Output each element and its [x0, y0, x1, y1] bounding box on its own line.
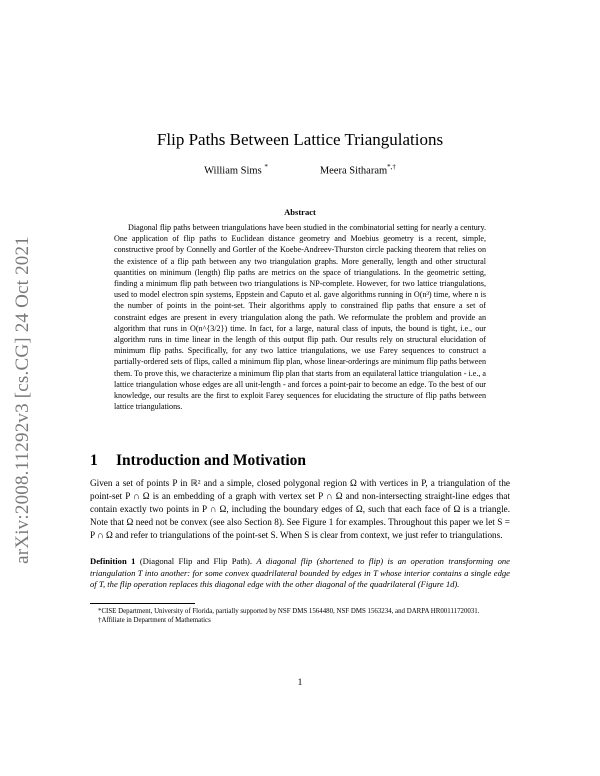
abstract-heading: Abstract: [284, 207, 316, 217]
definition-block: [90, 556, 510, 591]
arxiv-identifier-text: arXiv:2008.11292v3 [cs.CG] 24 Oct 2021: [12, 236, 33, 564]
definition-label: Definition 1: [90, 556, 136, 566]
author-affiliation-mark: *,†: [387, 163, 396, 171]
definition-name: (Diagonal Flip and Flip Path).: [139, 556, 253, 566]
definition-text: A diagonal flip (shortened to flip) is an operation transforming one triangulation T into another: for some convex quadrilateral bounded by edges in T whose interior contains a single edge of T, the flip operation replaces this diagonal edge with the other diagonal of the quadrilateral (Figure 1d).: [90, 556, 510, 590]
author-list: [90, 163, 510, 177]
author-name: William Sims: [204, 165, 262, 177]
footnote-divider: [90, 603, 195, 604]
arxiv-identifier-stamp: [6, 210, 40, 590]
author: [320, 163, 396, 177]
paper-title: Flip Paths Between Lattice Triangulations: [156, 130, 444, 149]
intro-paragraph: Given a set of points P in ℝ² and a simple, closed polygonal region Ω with vertices in P, a triangulation of the point-set P ∩ Ω is an embedding of a graph with vertex set P ∩ Ω and non-intersecting straight-line edges that contain exactly two points in P ∩ Ω, including the boundary edges of Ω, such that each face of Ω is a triangle. Note that Ω need not be convex (see also Section 8). See Figure 1 for examples. Throughout this paper we let S = P ∩ Ω and refer to triangulations of the point-set S. When S is clear from context, we just refer to triangulations.: [90, 478, 510, 540]
footnote: *CISE Department, University of Florida, partially supported by NSF DMS 1564480, NSF DMS 1563234, and DARPA HR00111720031.: [98, 608, 480, 615]
page-number: 1: [297, 678, 303, 688]
section-number: 1: [90, 452, 98, 469]
abstract-body: Diagonal flip paths between triangulations have been studied in the combinatorial setting for nearly a century. One application of flip paths to Euclidean distance geometry and Moebius geometry is a recent, simple, constructive proof by Connelly and Gortler of the Koebe-Andreev-Thurston circle packing theorem that relies on the existence of a flip path between any two triangulation graphs. More generally, length and other structural quantities on minimum (length) flip paths are metrics on the space of triangulations. In the geometric setting, finding a minimum flip path between two triangulations is NP-complete. However, for two lattice triangulations, used to model electron spin systems, Eppstein and Caputo et al. gave algorithms running in O(n³) time, where n is the number of points in the point-set. Their algorithms apply to constrained flip paths that ensure a set of constraint edges are present in every triangulation along the path. We reformulate the problem and provide an algorithm that runs in O(n^{3/2}) time. In fact, for a large, natural class of inputs, the bound is tight, i.e., our algorithm runs in time linear in the length of this output flip path. Our results rely on structural elucidation of minimum flip paths. Specifically, for any two lattice triangulations, we use Farey sequences to construct a partially-ordered sets of flips, called a minimum flip plan, whose linear-orderings are minimum flip paths between them. To prove this, we characterize a minimum flip plan that starts from an equilateral lattice triangulation - i.e., a lattice triangulation whose edges are all unit-length - and forces a point-pair to become an edge. To the best of our knowledge, our results are the first to exploit Farey sequences for elucidating the structure of flip paths between lattice triangulations.: [114, 223, 486, 412]
author-name: Meera Sitharam: [319, 165, 388, 177]
section-heading: [90, 452, 510, 470]
footnote: †Affiliate in Department of Mathematics: [98, 617, 211, 625]
section-title: Introduction and Motivation: [116, 452, 307, 469]
author-affiliation-mark: *: [264, 163, 268, 171]
author: [204, 163, 268, 177]
footnotes: [90, 607, 510, 625]
